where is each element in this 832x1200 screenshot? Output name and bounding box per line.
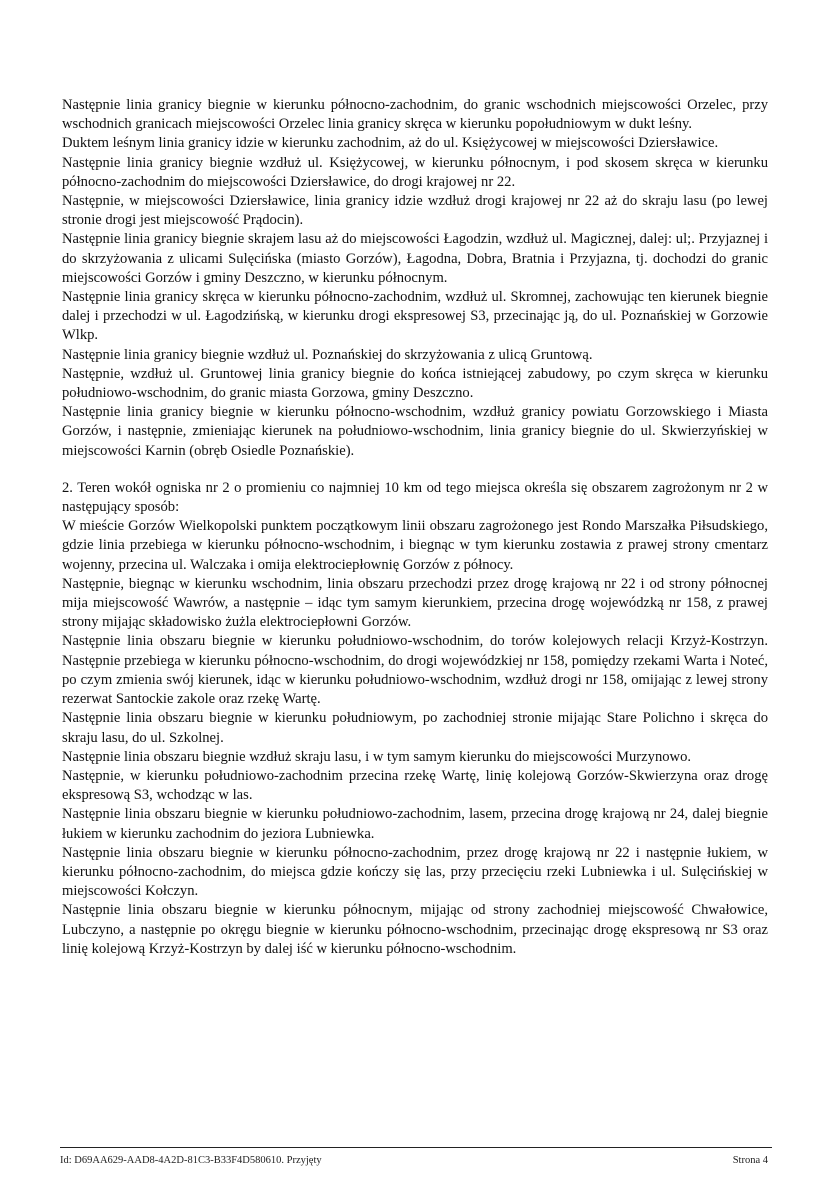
paragraph: Następnie linia granicy biegnie wzdłuż ul. Księżycowej, w kierunku północnym, i pod skosem skręca w kierunku północno-zachodnim do miejscowości Dziersławice, do drogi krajowej nr 22. (62, 154, 768, 190)
paragraph: Następnie linia obszaru biegnie w kierunku północno-zachodnim, przez drogę krajową nr 22 i następnie łukiem, w kierunku północno-zachodnim, do miejsca gdzie kończy się las, przy przecięciu rzeki Lubniewka i ul. Sulęcińskiej w miejscowości Kołczyn. (62, 844, 768, 900)
paragraph: Następnie linia obszaru biegnie w kierunku południowym, po zachodniej stronie mijając Stare Polichno i skręca do skraju lasu, do ul. Szkolnej. (62, 710, 768, 746)
paragraph: Następnie linia granicy biegnie wzdłuż ul. Poznańskiej do skrzyżowania z ulicą Gruntową. (62, 346, 593, 363)
document-id: Id: D69AA629-AAD8-4A2D-81C3-B33F4D580610. Przyjęty (60, 1155, 322, 1166)
paragraph: Następnie, wzdłuż ul. Gruntowej linia granicy biegnie do końca istniejącej zabudowy, po czym skręca w kierunku południowo-wschodnim, do granic miasta Gorzowa, gminy Deszczno. (62, 365, 768, 402)
page-number: Strona 4 (732, 1155, 768, 1166)
paragraph: Następnie linia granicy biegnie w kierunku północno-zachodnim, do granic wschodnich miejscowości Orzelec, przy wschodnich granicach miejscowości Orzelec linia granicy skręca w kierunku popołudniowym w dukt leśny. (62, 97, 768, 133)
paragraph: Duktem leśnym linia granicy idzie w kierunku zachodnim, aż do ul. Księżycowej w miejscowości Dziersławice. (62, 135, 719, 152)
paragraph: Następnie, biegnąc w kierunku wschodnim, linia obszaru przechodzi przez drogę krajową nr 22 i od strony północnej mija miejscowość Wawrów, a następnie – idąc tym samym kierunkiem, przecina drogę wojewódzką nr 158, z prawej strony mijając składowisko żużla elektrociepłowni Gorzów. (62, 575, 768, 631)
section-1 (62, 96, 768, 461)
paragraph: Następnie linia obszaru biegnie w kierunku północnym, mijając od strony zachodniej miejscowość Chwałowice, Lubczyno, a następnie po okręgu biegnie w kierunku północno-wschodnim, przecinając drogę ekspresową nr S3 oraz linię kolejową Krzyż-Kostrzyn by dalej iść w kierunku północno-wschodnim. (62, 902, 768, 957)
paragraph: Następnie linia granicy skręca w kierunku północno-zachodnim, wzdłuż ul. Skromnej, zachowując ten kierunek biegnie dalej i przechodzi w ul. Łagodzińską, w kierunku drogi ekspresowej S3, przecinając ją, do ul. Poznańskiej w Gorzowie Wlkp. (62, 289, 768, 344)
section-2 (62, 479, 768, 959)
section-heading-paragraph: 2. Teren wokół ogniska nr 2 o promieniu co najmniej 10 km od tego miejsca określa się obszarem zagrożonym nr 2 w następujący sposób: (62, 479, 768, 516)
paragraph: Następnie, w kierunku południowo-zachodnim przecina rzekę Wartę, linię kolejową Gorzów-Skwierzyna oraz drogę ekspresową S3, wchodząc w las. (62, 767, 768, 804)
paragraph: Następnie linia obszaru biegnie w kierunku południowo-wschodnim, do torów kolejowych relacji Krzyż-Kostrzyn. Następnie przebiega w kierunku północno-wschodnim, do drogi wojewódzkiej nr 158, pomiędzy rzekami Warta i Noteć, po czym zmienia swój kierunek, idąc w kierunku południowo-wschodnim, wzdłuż drogi nr 158, omijając z lewej strony rezerwat Santockie zakole oraz rzekę Wartę. (62, 633, 768, 708)
footer-divider (60, 1147, 772, 1148)
section-spacer (62, 461, 768, 479)
document-body (62, 96, 768, 959)
paragraph: Następnie linia granicy biegnie skrajem lasu aż do miejscowości Łagodzin, wzdłuż ul. Magicznej, dalej: ul;. Przyjaznej i do skrzyżowania z ulicami Sulęcińska (miasto Gorzów), Łagodna, Dobra, Bratnia i Przyjazna, tj. dochodzi do granic miejscowości Gorzów i gminy Deszczno, w kierunku północnym. (62, 231, 768, 286)
paragraph: Następnie linia obszaru biegnie wzdłuż skraju lasu, i w tym samym kierunku do miejscowości Murzynowo. (62, 748, 692, 765)
paragraph: W mieście Gorzów Wielkopolski punktem początkowym linii obszaru zagrożonego jest Rondo Marszałka Piłsudskiego, gdzie linia przebiega w kierunku północno-wschodnim, i biegnąc w tym kierunku zostawia z prawej strony cmentarz wojenny, przecina ul. Walczaka i omija elektrociepłownię Gorzów z północy. (62, 518, 768, 573)
paragraph: Następnie, w miejscowości Dziersławice, linia granicy idzie wzdłuż drogi krajowej nr 22 aż do skraju lasu (po lewej stronie drogi jest miejscowość Prądocin). (62, 193, 768, 229)
paragraph: Następnie linia granicy biegnie w kierunku północno-wschodnim, wzdłuż granicy powiatu Gorzowskiego i Miasta Gorzów, i następnie, zmieniając kierunek na południowo-wschodnim, linia granicy biegnie do ul. Skwierzyńskiej w miejscowości Karnin (obręb Osiedle Poznańskie). (62, 404, 768, 459)
paragraph: Następnie linia obszaru biegnie w kierunku południowo-zachodnim, lasem, przecina drogę krajową nr 24, dalej biegnie łukiem w kierunku zachodnim do jeziora Lubniewka. (62, 806, 768, 842)
